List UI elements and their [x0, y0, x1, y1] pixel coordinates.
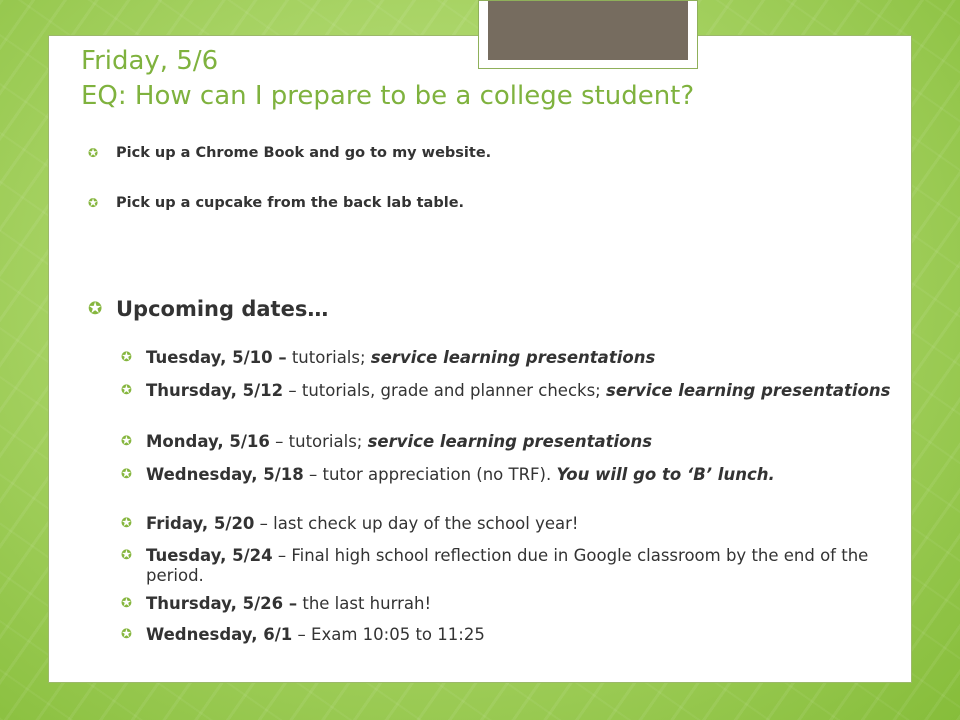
date-item-tue-5-10 — [121, 348, 901, 368]
date-label: Tuesday, 5/24 — [146, 546, 273, 565]
date-description: – Exam 10:05 to 11:25 — [292, 625, 485, 644]
bullet-text: Pick up a Chrome Book and go to my website. — [116, 145, 492, 161]
bullet-icon: ✪ — [121, 350, 132, 365]
date-description: – tutorials; — [269, 432, 368, 451]
date-item-thu-5-12 — [121, 381, 901, 401]
date-item-fri-5-20 — [121, 514, 901, 534]
date-item-thu-5-26 — [121, 594, 901, 614]
bullet-text: Pick up a cupcake from the back lab table. — [116, 195, 465, 211]
date-label: Wednesday, 6/1 — [146, 625, 293, 644]
date-emphasis: service learning presentations — [370, 348, 656, 367]
date-description: – tutor appreciation (no TRF). — [303, 465, 557, 484]
bullet-icon: ✪ — [121, 627, 132, 642]
date-description: – tutorials, grade and planner checks; — [283, 381, 606, 400]
date-item-text — [146, 625, 901, 645]
date-description: – last check up day of the school year! — [254, 514, 579, 533]
date-item-wed-5-18 — [121, 465, 901, 485]
date-item-text — [146, 594, 901, 614]
date-label: Thursday, 5/26 – — [146, 594, 298, 613]
date-item-text — [146, 348, 901, 368]
bullet-icon: ✪ — [88, 146, 99, 160]
title-essential-question: EQ: How can I prepare to be a college student? — [81, 81, 695, 111]
bullet-icon: ✪ — [121, 434, 132, 449]
date-item-tue-5-24 — [121, 546, 901, 586]
bullet-icon: ✪ — [88, 299, 103, 319]
date-description: the last hurrah! — [297, 594, 432, 613]
bullet-icon: ✪ — [121, 548, 132, 563]
bullet-item-chromebook — [88, 144, 491, 162]
upcoming-dates-heading — [88, 296, 328, 322]
date-item-text — [146, 381, 901, 401]
title-date: Friday, 5/6 — [81, 46, 219, 76]
slide-title — [81, 44, 694, 114]
date-label: Thursday, 5/12 — [146, 381, 284, 400]
date-label: Wednesday, 5/18 — [146, 465, 304, 484]
date-item-text — [146, 514, 901, 534]
date-emphasis: service learning presentations — [367, 432, 653, 451]
date-label: Monday, 5/16 — [146, 432, 270, 451]
date-item-text — [146, 465, 901, 485]
date-description: tutorials; — [286, 348, 371, 367]
date-item-text — [146, 432, 901, 452]
bullet-item-cupcake — [88, 194, 464, 212]
date-label: Tuesday, 5/10 – — [146, 348, 287, 367]
date-item-text — [146, 546, 901, 586]
date-description: – Final high school reflection due in Google classroom by the end of the period. — [146, 546, 869, 585]
date-item-wed-6-1 — [121, 625, 901, 645]
bullet-icon: ✪ — [121, 596, 132, 611]
date-item-mon-5-16 — [121, 432, 901, 452]
date-label: Friday, 5/20 — [146, 514, 255, 533]
bullet-icon: ✪ — [121, 467, 132, 482]
date-emphasis: service learning presentations — [606, 381, 891, 400]
date-emphasis: You will go to ‘B’ lunch. — [556, 465, 775, 484]
bullet-icon: ✪ — [121, 383, 132, 398]
bullet-icon: ✪ — [121, 516, 132, 531]
heading-text: Upcoming dates… — [116, 297, 329, 321]
bullet-icon: ✪ — [88, 196, 99, 210]
